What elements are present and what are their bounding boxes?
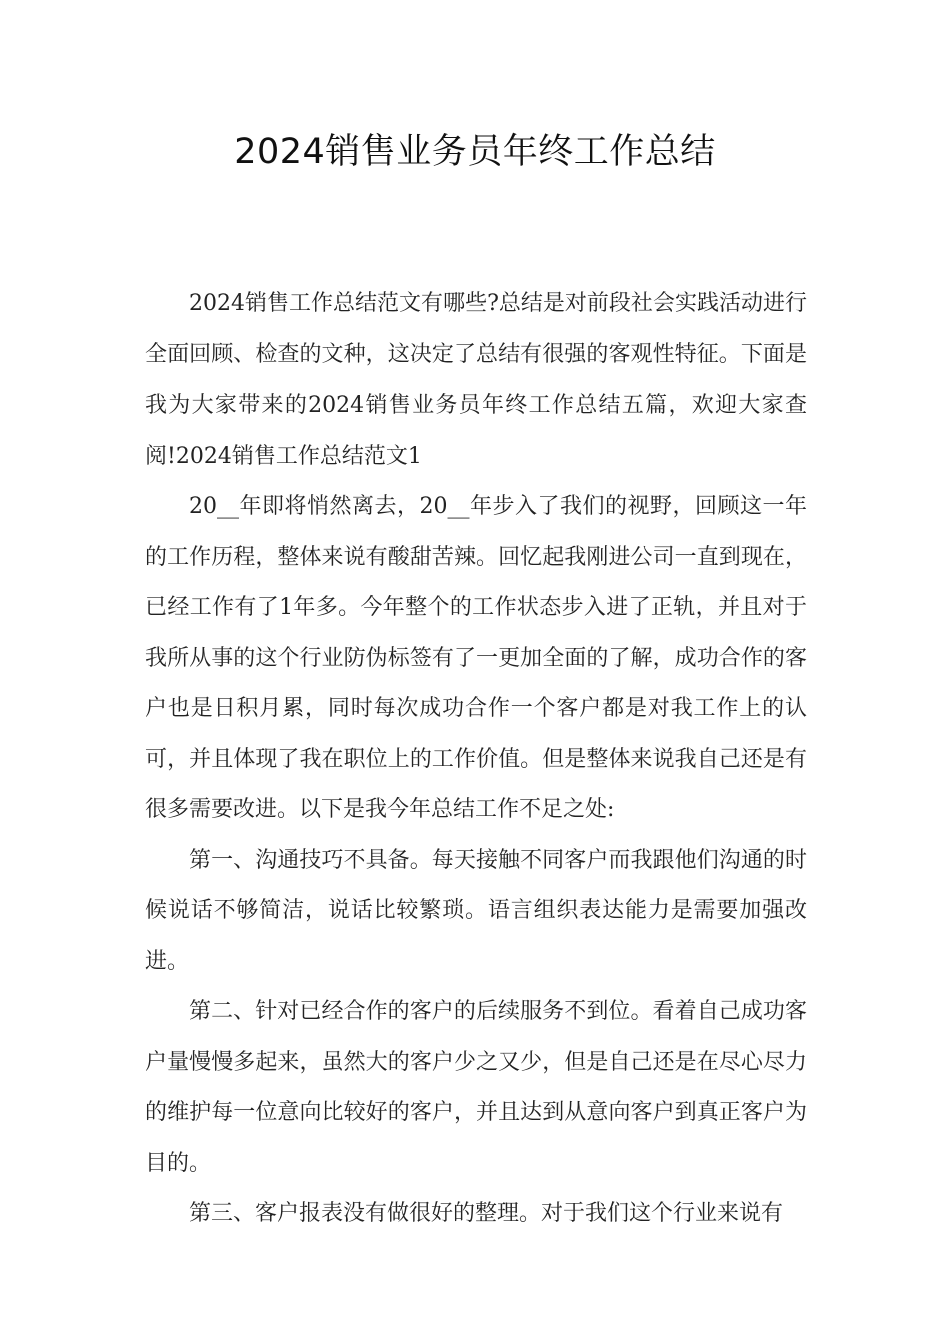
- paragraph-point-two: 第二、针对已经合作的客户的后续服务不到位。看着自己成功客户量慢慢多起来，虽然大的客户少之又少，但是自己还是在尽心尽力的维护每一位意向比较好的客户，并且达到从意向客户到真正客户为目的。: [145, 999, 807, 1176]
- paragraph-review: 20__年即将悄然离去，20__年步入了我们的视野，回顾这一年的工作历程，整体来说有酸甜苦辣。回忆起我刚进公司一直到现在，已经工作有了1年多。今年整个的工作状态步入进了正轨，并且对于我所从事的这个行业防伪标签有了一更加全面的了解，成功合作的客户也是日积月累，同时每次成功合作一个客户都是对我工作上的认可，并且体现了我在职位上的工作价值。但是整体来说我自己还是有很多需要改进。以下是我今年总结工作不足之处:: [145, 494, 807, 822]
- paragraph-point-three: 第三、客户报表没有做很好的整理。对于我们这个行业来说有: [189, 1201, 784, 1226]
- page-title: 2024销售业务员年终工作总结: [234, 132, 716, 172]
- document-body: [145, 278, 807, 1240]
- paragraph-point-one: 第一、沟通技巧不具备。每天接触不同客户而我跟他们沟通的时候说话不够简洁，说话比较繁琐。语言组织表达能力是需要加强改进。: [145, 847, 807, 974]
- paragraph-intro: 2024销售工作总结范文有哪些?总结是对前段社会实践活动进行全面回顾、检查的文种，这决定了总结有很强的客观性特征。下面是我为大家带来的2024销售业务员年终工作总结五篇，欢迎大家查阅!2024销售工作总结范文1: [145, 291, 807, 469]
